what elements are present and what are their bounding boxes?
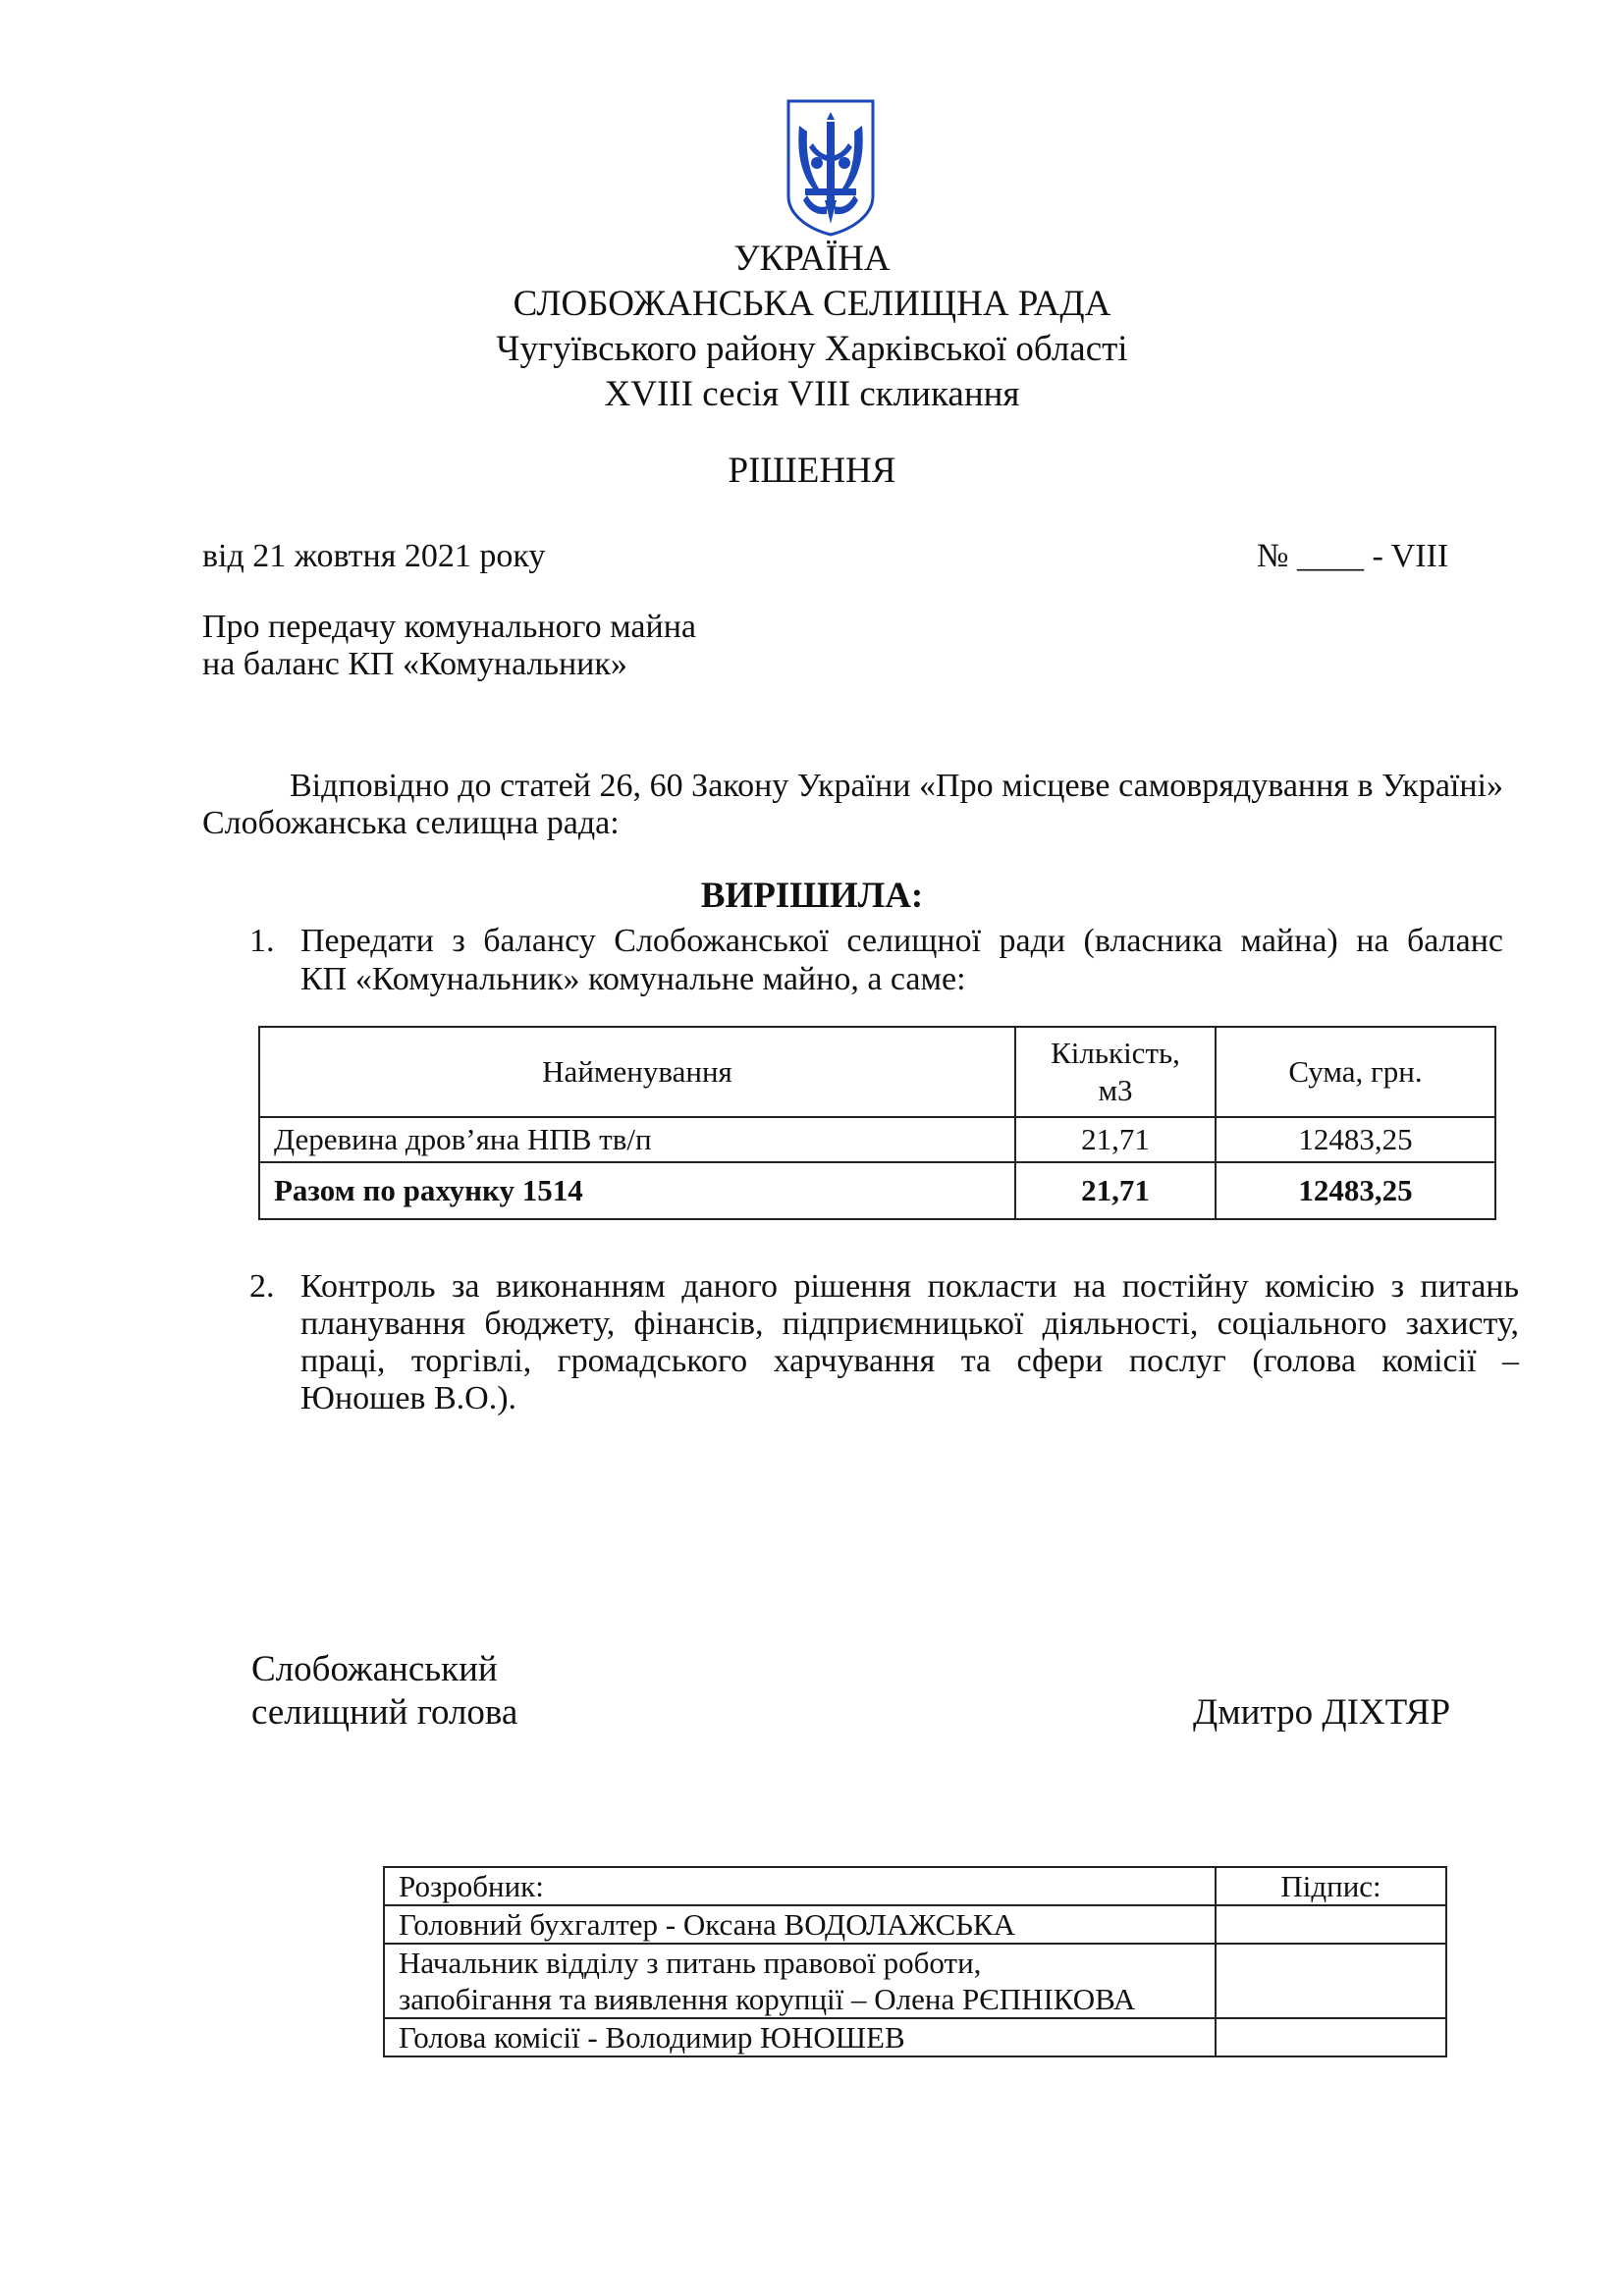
- signatory-title-line-2: селищний голова: [251, 1692, 518, 1733]
- session-heading: XVIII сесія VIII скликання: [604, 374, 1020, 414]
- approval-signature-label: Підпис:: [1216, 1867, 1446, 1905]
- item-2-number: 2.: [249, 1268, 275, 1305]
- approval-row: [384, 1905, 1446, 1944]
- approval-developer-label: Розробник:: [384, 1867, 1216, 1905]
- row-sum: 12483,25: [1216, 1117, 1495, 1162]
- item-1-line-2: КП «Комунальник» комунальне майно, а саме:: [300, 961, 966, 997]
- approval-row-label: Головний бухгалтер - Оксана ВОДОЛАЖСЬКА: [384, 1905, 1216, 1944]
- header-quantity-line-2: м3: [1098, 1073, 1133, 1107]
- table-total-row: [259, 1162, 1495, 1219]
- row-name: Деревина дров’яна НПВ тв/п: [259, 1117, 1015, 1162]
- approval-signature-cell: [1216, 2018, 1446, 2056]
- header-quantity: [1015, 1027, 1216, 1117]
- preamble-line-1: Відповідно до статей 26, 60 Закону України «Про місцеве самоврядування в Україні»: [290, 768, 1503, 804]
- signatory-title-line-1: Слобожанський: [251, 1649, 498, 1689]
- signatory-name: Дмитро ДІХТЯР: [1193, 1692, 1451, 1733]
- total-name: Разом по рахунку 1514: [259, 1162, 1015, 1219]
- row-quantity: 21,71: [1015, 1117, 1216, 1162]
- item-2-line-1: Контроль за виконанням даного рішення покласти на постійну комісію з питань: [300, 1268, 1519, 1305]
- header-sum: Сума, грн.: [1216, 1027, 1495, 1117]
- approval-row: [384, 1944, 1446, 2018]
- header-quantity-line-1: Кількість,: [1051, 1036, 1180, 1070]
- decision-date: від 21 жовтня 2021 року: [202, 538, 546, 574]
- subject-line-1: Про передачу комунального майна: [202, 609, 696, 645]
- approval-signature-cell: [1216, 1905, 1446, 1944]
- approval-row-label-line-1: Начальник відділу з питань правової роботи,: [399, 1946, 982, 1980]
- assets-table: [258, 1026, 1496, 1220]
- district-heading: Чугуївського району Харківської області: [496, 329, 1128, 369]
- subject-line-2: на баланс КП «Комунальник»: [202, 646, 627, 682]
- item-2-line-3: праці, торгівлі, громадського харчування та сфери послуг (голова комісії –: [300, 1343, 1519, 1379]
- preamble-line-2: Слобожанська селищна рада:: [202, 805, 620, 841]
- approval-row: [384, 2018, 1446, 2056]
- total-sum: 12483,25: [1216, 1162, 1495, 1219]
- approval-row-label-line-2: запобігання та виявлення корупції – Олена РЄПНІКОВА: [399, 1982, 1136, 2016]
- coat-of-arms-emblem: [785, 98, 876, 238]
- approval-header-row: [384, 1867, 1446, 1905]
- total-quantity: 21,71: [1015, 1162, 1216, 1219]
- header-name: Найменування: [259, 1027, 1015, 1117]
- approval-table: [383, 1866, 1447, 2057]
- country-heading: УКРАЇНА: [733, 239, 891, 279]
- decision-number: № ____ - VIII: [1257, 538, 1449, 574]
- document-type-heading: РІШЕННЯ: [728, 451, 896, 491]
- approval-signature-cell: [1216, 1944, 1446, 2018]
- resolved-heading: ВИРІШИЛА:: [700, 876, 924, 916]
- table-header-row: [259, 1027, 1495, 1117]
- approval-row-label: [384, 1944, 1216, 2018]
- item-1-number: 1.: [249, 923, 275, 959]
- item-2-line-4: Юношев В.О.).: [300, 1380, 517, 1416]
- table-row: [259, 1117, 1495, 1162]
- approval-row-label: Голова комісії - Володимир ЮНОШЕВ: [384, 2018, 1216, 2056]
- council-heading: СЛОБОЖАНСЬКА СЕЛИЩНА РАДА: [513, 284, 1111, 324]
- item-1-line-1: Передати з балансу Слобожанської селищної ради (власника майна) на баланс: [300, 923, 1503, 959]
- item-2-line-2: планування бюджету, фінансів, підприємницької діяльності, соціального захисту,: [300, 1306, 1519, 1342]
